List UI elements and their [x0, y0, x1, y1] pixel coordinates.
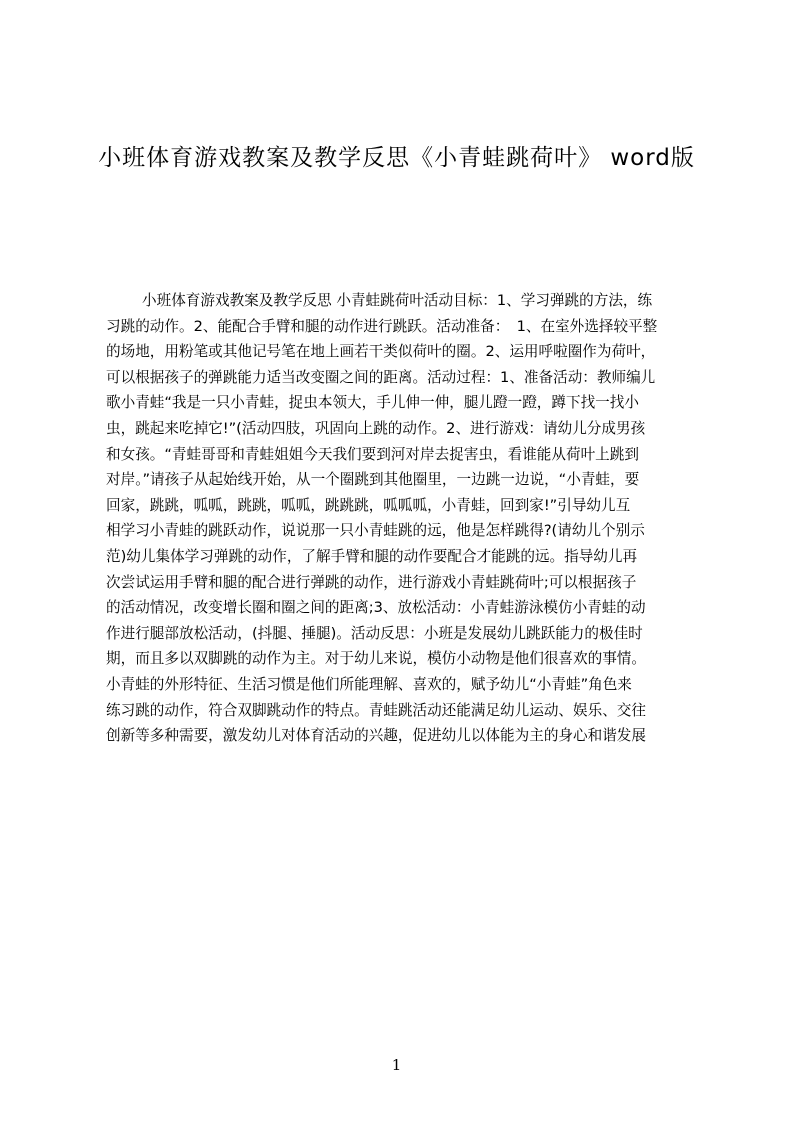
- body-line: 回家，跳跳，呱呱，跳跳，呱呱，跳跳跳，呱呱呱，小青蛙，回到家!”引导幼儿互: [106, 496, 631, 514]
- body-line: 练习跳的动作，符合双脚跳动作的特点。青蛙跳活动还能满足幼儿运动、娱乐、交往: [106, 701, 646, 719]
- body-line: 期，而且多以双脚跳的动作为主。对于幼儿来说，模仿小动物是他们很喜欢的事情。: [106, 650, 646, 668]
- body-line: 相学习小青蛙的跳跃动作，说说那一只小青蛙跳的远，他是怎样跳得?(请幼儿个别示: [106, 522, 645, 540]
- body-line: 创新等多种需要，激发幼儿对体育活动的兴趣，促进幼儿以体能为主的身心和谐发展: [106, 727, 646, 745]
- body-line: 虫，跳起来吃掉它!”(活动四肢，巩固向上跳的动作。2、进行游戏：请幼儿分成男孩: [106, 419, 646, 437]
- body-line: 的场地，用粉笔或其他记号笔在地上画若干类似荷叶的圈。2、运用呼啦圈作为荷叶，: [106, 343, 656, 361]
- body-line: 可以根据孩子的弹跳能力适当改变圈之间的距离。活动过程：1、准备活动：教师编儿: [106, 368, 656, 386]
- body-line: 作进行腿部放松活动，(抖腿、捶腿)。活动反思：小班是发展幼儿跳跃能力的极佳时: [106, 624, 643, 642]
- body-line: 小班体育游戏教案及教学反思 小青蛙跳荷叶活动目标：1、学习弹跳的方法，练: [142, 292, 653, 309]
- body-line: 歌小青蛙“我是一只小青蛙，捉虫本领大，手儿伸一伸，腿儿蹬一蹬，蹲下找一找小: [106, 394, 639, 412]
- body-line: 习跳的动作。2、能配合手臂和腿的动作进行跳跃。活动准备： 1、在室外选择较平整: [106, 317, 658, 335]
- body-line: 次尝试运用手臂和腿的配合进行弹跳的动作，进行游戏小青蛙跳荷叶;可以根据孩子: [106, 573, 637, 591]
- body-line: 小青蛙的外形特征、生活习惯是他们所能理解、喜欢的，赋予幼儿“小青蛙”角色来: [106, 675, 632, 693]
- body-line: 对岸。”请孩子从起始线开始，从一个圈跳到其他圈里，一边跳一边说，“小青蛙，要: [106, 471, 640, 489]
- page-number: 1: [391, 1056, 402, 1074]
- body-text: [106, 288, 694, 749]
- body-line: 的活动情况，改变增长圈和圈之间的距离;3、放松活动：小青蛙游泳模仿小青蛙的动: [106, 599, 646, 617]
- body-line: 范)幼儿集体学习弹跳的动作，了解手臂和腿的动作要配合才能跳的远。指导幼儿再: [106, 547, 638, 565]
- page-title: 小班体育游戏教案及教学反思《小青蛙跳荷叶》 word版: [98, 145, 695, 171]
- body-line: 和女孩。“青蛙哥哥和青蛙姐姐今天我们要到河对岸去捉害虫，看谁能从荷叶上跳到: [106, 445, 639, 463]
